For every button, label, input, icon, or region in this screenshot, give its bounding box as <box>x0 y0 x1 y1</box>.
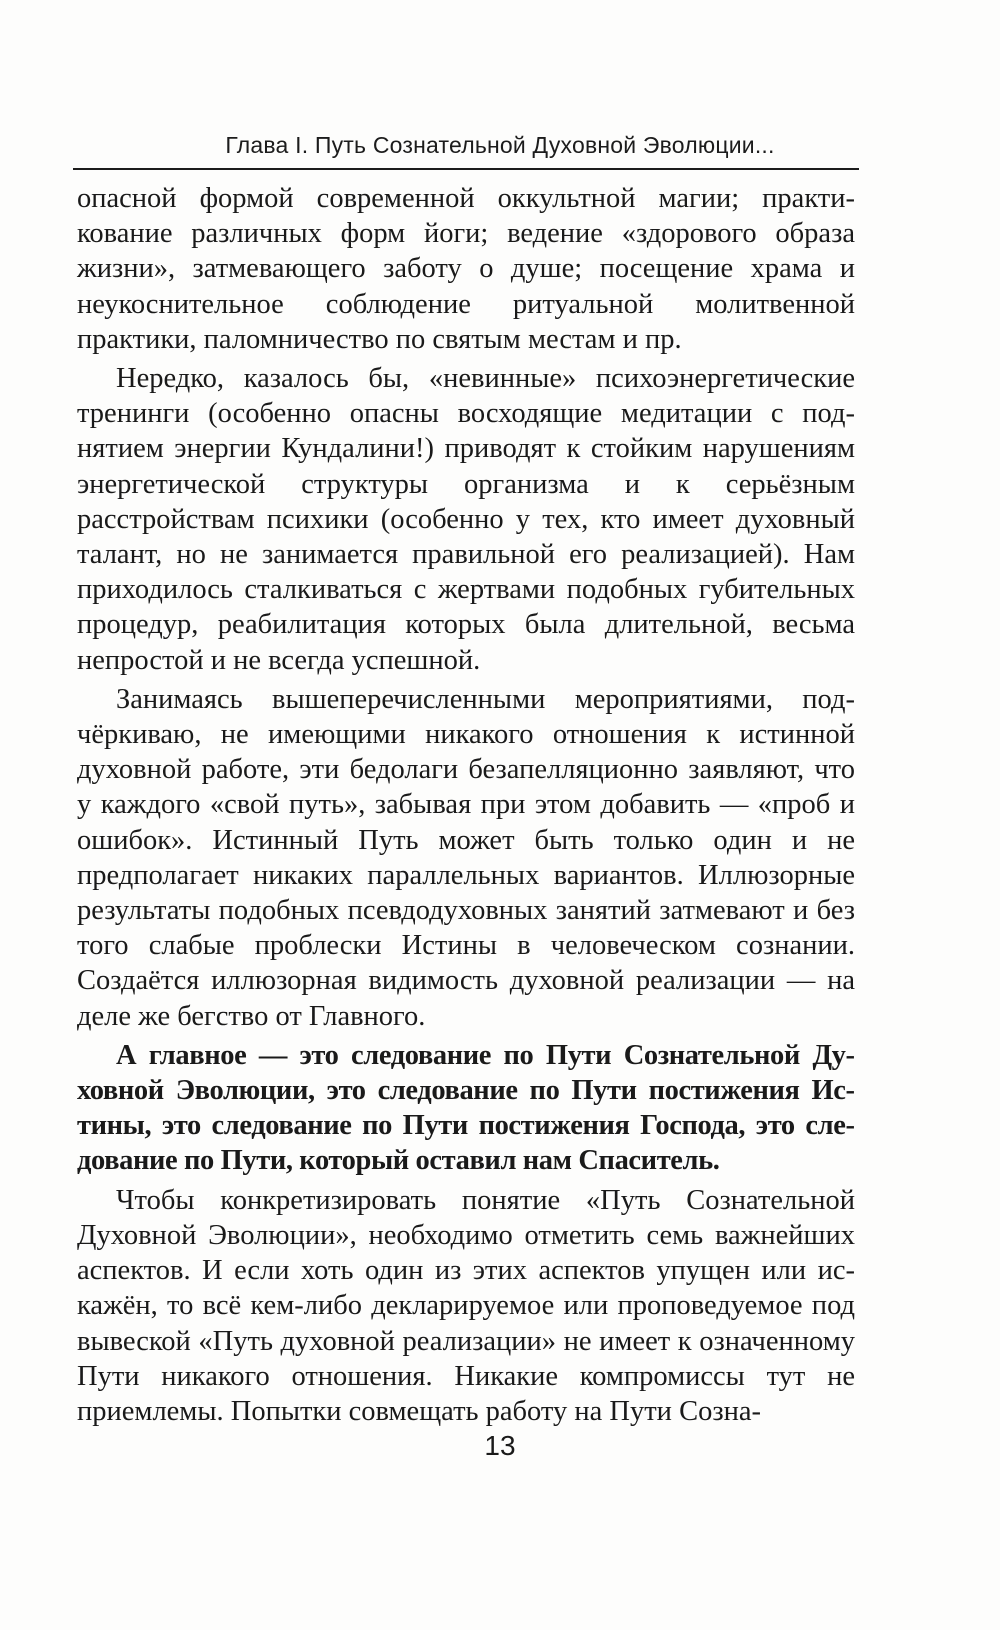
body-text <box>77 181 855 1433</box>
paragraph-bold-emphasis: А главное — это следование по Пути Сознательной Духовной Эволюции, это следование по Пути постижения Истины, это следование по Пути постижения Господа, это следование по Пути, который оставил нам Спаситель. <box>77 1039 855 1177</box>
paragraph: Нередко, казалось бы, «невинные» психоэнергетические тренинги (особенно опасны восходящие медитации с поднятием энергии Кундалини!) приводят к стойким нарушениям энергетической структуры организма и к серьёзным расстройствам психики (особенно у тех, кто имеет духовный талант, но не занимается правильной его реализацией). Нам приходилось сталкиваться с жертвами подобных губительных процедур, реабилитация которых была длительной, весьма непростой и не всегда успешной. <box>77 363 855 676</box>
paragraph: Чтобы конкретизировать понятие «Путь Сознательной Духовной Эволюции», необходимо отметить семь важнейших аспектов. И если хоть один из этих аспектов упущен или искажён, то всё кем-либо декларируемое или проповедуемое под вывеской «Путь духовной реализации» не имеет к означенному Пути никакого отношения. Никакие компромиссы тут не приемлемы. Попытки совмещать работу на Пути Созна- <box>77 1184 855 1427</box>
paragraph: Занимаясь вышеперечисленными мероприятиями, подчёркиваю, не имеющими никакого отношения к истинной духовной работе, эти бедолаги безапелляционно заявляют, что у каждого «свой путь», забывая при этом добавить — «проб и ошибок». Истинный Путь может быть только один и не предполагает никаких параллельных вариантов. Иллюзорные результаты подобных псевдодуховных занятий затмевают и без того слабые проблески Истины в человеческом сознании. Создаётся иллюзорная видимость духовной реализации — на деле же бегство от Главного. <box>77 683 855 1032</box>
header-rule <box>73 168 859 170</box>
running-head: Глава I. Путь Сознательной Духовной Эволюции... <box>225 132 775 158</box>
paragraph-continuation: опасной формой современной оккультной магии; практикование различных форм йоги; ведение «здорового образа жизни», затмевающего заботу о душе; посещение храма и неукоснительное соблюдение ритуальной молитвенной практики, паломничество по святым местам и пр. <box>77 183 855 355</box>
page-number: 13 <box>484 1430 516 1461</box>
